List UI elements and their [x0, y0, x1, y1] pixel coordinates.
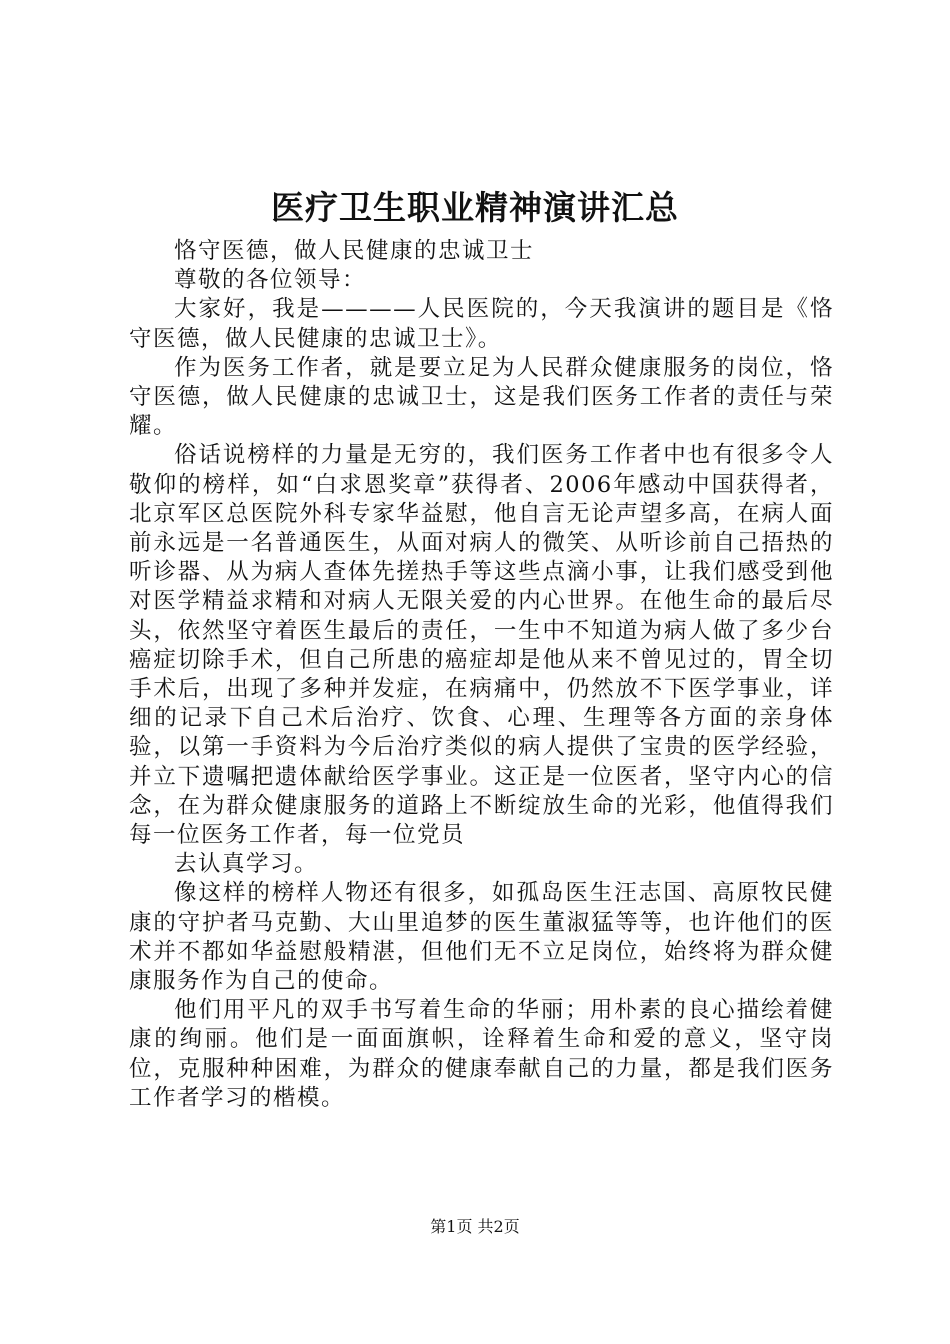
salutation: 尊敬的各位领导：	[174, 267, 367, 294]
page-footer: 第1页 共2页	[430, 1217, 520, 1236]
paragraph-learn: 去认真学习。	[174, 851, 319, 878]
paragraph-more-models: 像这样的榜样人物还有很多，如孤岛医生汪志国、高原牧民健康的守护者马克勤、大山里追梦的医生董淑猛等等，也许他们的医术并不都如华益慰般精湛，但他们无不立足岗位，始终将为群众健康服务作为自己的使命。	[129, 880, 834, 995]
paragraph-duty: 作为医务工作者，就是要立足为人民群众健康服务的岗位，恪守医德，做人民健康的忠诚卫士，这是我们医务工作者的责任与荣耀。	[129, 354, 834, 440]
document-title: 医疗卫生职业精神演讲汇总	[271, 188, 679, 227]
paragraph-role-model: 俗话说榜样的力量是无穷的，我们医务工作者中也有很多令人敬仰的榜样，如“白求恩奖章”获得者、2006年感动中国获得者，北京军区总医院外科专家华益慰，他自言无论声望多高，在病人面前永远是一名普通医生，从面对病人的微笑、从听诊前自己捂热的听诊器、从为病人查体先搓热手等这些点滴小事，让我们感受到他对医学精益求精和对病人无限关爱的内心世界。在他生命的最后尽头，依然坚守着医生最后的责任，一生中不知道为病人做了多少台癌症切除手术，但自己所患的癌症却是他从来不曾见过的，胃全切手术后，出现了多种并发症，在病痛中，仍然放不下医学事业，详细的记录下自己术后治疗、饮食、心理、生理等各方面的亲身体验，以第一手资料为今后治疗类似的病人提供了宝贵的医学经验，并立下遗嘱把遗体献给医学事业。这正是一位医者，坚守内心的信念，在为群众健康服务的道路上不断绽放生命的光彩，他值得我们每一位医务工作者，每一位党员	[129, 442, 834, 849]
speech-subtitle: 恪守医德，做人民健康的忠诚卫士	[174, 238, 535, 264]
document-body	[129, 237, 834, 1113]
paragraph-conclusion: 他们用平凡的双手书写着生命的华丽；用朴素的良心描绘着健康的绚丽。他们是一面面旗帜，诠释着生命和爱的意义，坚守岗位，克服种种困难，为群众的健康奉献自己的力量，都是我们医务工作者学习的楷模。	[129, 997, 834, 1111]
paragraph-intro: 大家好，我是————人民医院的，今天我演讲的题目是《恪守医德，做人民健康的忠诚卫士》。	[129, 296, 834, 352]
